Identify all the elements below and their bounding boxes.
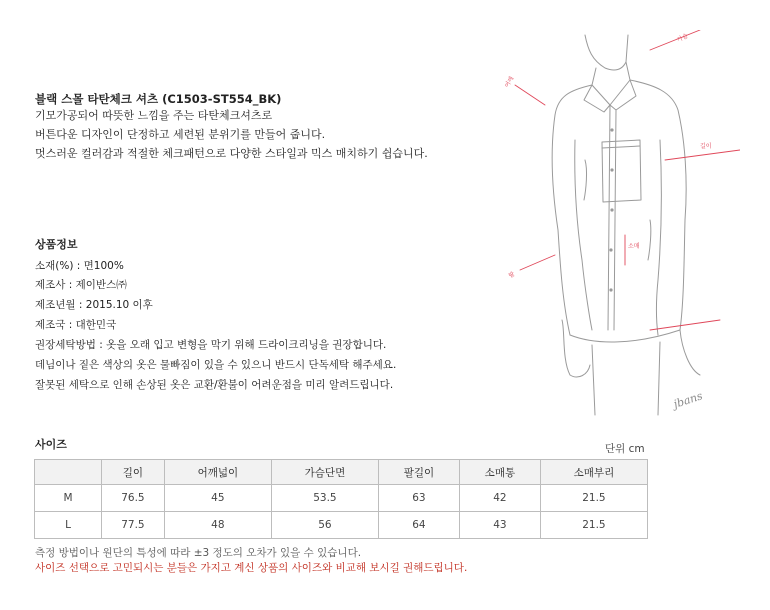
info-manufacturer: 제조사 : 제이반스㈜ bbox=[35, 279, 127, 291]
table-cell: 21.5 bbox=[540, 512, 647, 539]
size-warning: 사이즈 선택으로 고민되시는 분들은 가지고 계신 상품의 사이즈와 비교해 보시길 권해드립니다. bbox=[35, 562, 468, 574]
table-cell: 64 bbox=[378, 512, 459, 539]
table-cell: 53.5 bbox=[271, 485, 378, 512]
intro-line-3: 멋스러운 컬러감과 적절한 체크패턴으로 다양한 스타일과 믹스 매치하기 쉽습니다. bbox=[35, 147, 428, 160]
info-wash-1: 권장세탁방법 : 옷을 오래 입고 변형을 막기 위해 드라이크리닝을 권장합니다. bbox=[35, 339, 387, 351]
header-cell: 길이 bbox=[102, 460, 165, 485]
table-cell: 76.5 bbox=[102, 485, 165, 512]
header-cell bbox=[35, 460, 102, 485]
size-label: L bbox=[35, 512, 102, 539]
header-cell: 소매부리 bbox=[540, 460, 647, 485]
intro-line-1: 기모가공되어 따뜻한 느낌을 주는 타탄체크셔츠로 bbox=[35, 109, 273, 122]
size-note: 측정 방법이나 원단의 특성에 따라 ±3 정도의 오차가 있을 수 있습니다. bbox=[35, 547, 362, 559]
svg-text:팔: 팔 bbox=[508, 271, 517, 280]
intro-line-2: 버튼다운 디자인이 단정하고 세련된 분위기를 만들어 줍니다. bbox=[35, 128, 326, 141]
size-label: M bbox=[35, 485, 102, 512]
table-cell: 42 bbox=[459, 485, 540, 512]
table-row bbox=[35, 512, 648, 539]
table-cell: 77.5 bbox=[102, 512, 165, 539]
size-title: 사이즈 bbox=[35, 438, 67, 451]
info-wash-2: 데님이나 짙은 색상의 옷은 물빠짐이 있을 수 있으니 반드시 단독세탁 해주세요. bbox=[35, 359, 397, 371]
svg-text:길이: 길이 bbox=[700, 144, 712, 150]
header-cell: 팔길이 bbox=[378, 460, 459, 485]
svg-text:가슴: 가슴 bbox=[676, 33, 690, 44]
header-cell: 소매통 bbox=[459, 460, 540, 485]
header-cell: 가슴단면 bbox=[271, 460, 378, 485]
size-table-header bbox=[35, 460, 648, 485]
signature-text: jbans bbox=[671, 389, 705, 411]
size-unit: 단위 cm bbox=[605, 443, 645, 455]
shirt-illustration bbox=[500, 30, 740, 420]
info-material: 소재(%) : 면100% bbox=[35, 260, 124, 272]
header-cell: 어깨넓이 bbox=[164, 460, 271, 485]
product-title: 블랙 스몰 타탄체크 셔츠 (C1503-ST554_BK) bbox=[35, 92, 282, 106]
table-row bbox=[35, 485, 648, 512]
table-cell: 63 bbox=[378, 485, 459, 512]
table-cell: 45 bbox=[164, 485, 271, 512]
table-cell: 56 bbox=[271, 512, 378, 539]
info-date: 제조년월 : 2015.10 이후 bbox=[35, 299, 153, 311]
svg-text:어깨: 어깨 bbox=[504, 75, 516, 89]
table-cell: 43 bbox=[459, 512, 540, 539]
info-country: 제조국 : 대한민국 bbox=[35, 319, 117, 331]
info-title: 상품정보 bbox=[35, 238, 78, 251]
table-cell: 48 bbox=[164, 512, 271, 539]
svg-text:소매: 소매 bbox=[628, 244, 640, 250]
size-table bbox=[34, 459, 648, 539]
info-wash-3: 잘못된 세탁으로 인해 손상된 옷은 교환/환불이 어려운점을 미리 알려드립니다. bbox=[35, 379, 394, 391]
table-cell: 21.5 bbox=[540, 485, 647, 512]
